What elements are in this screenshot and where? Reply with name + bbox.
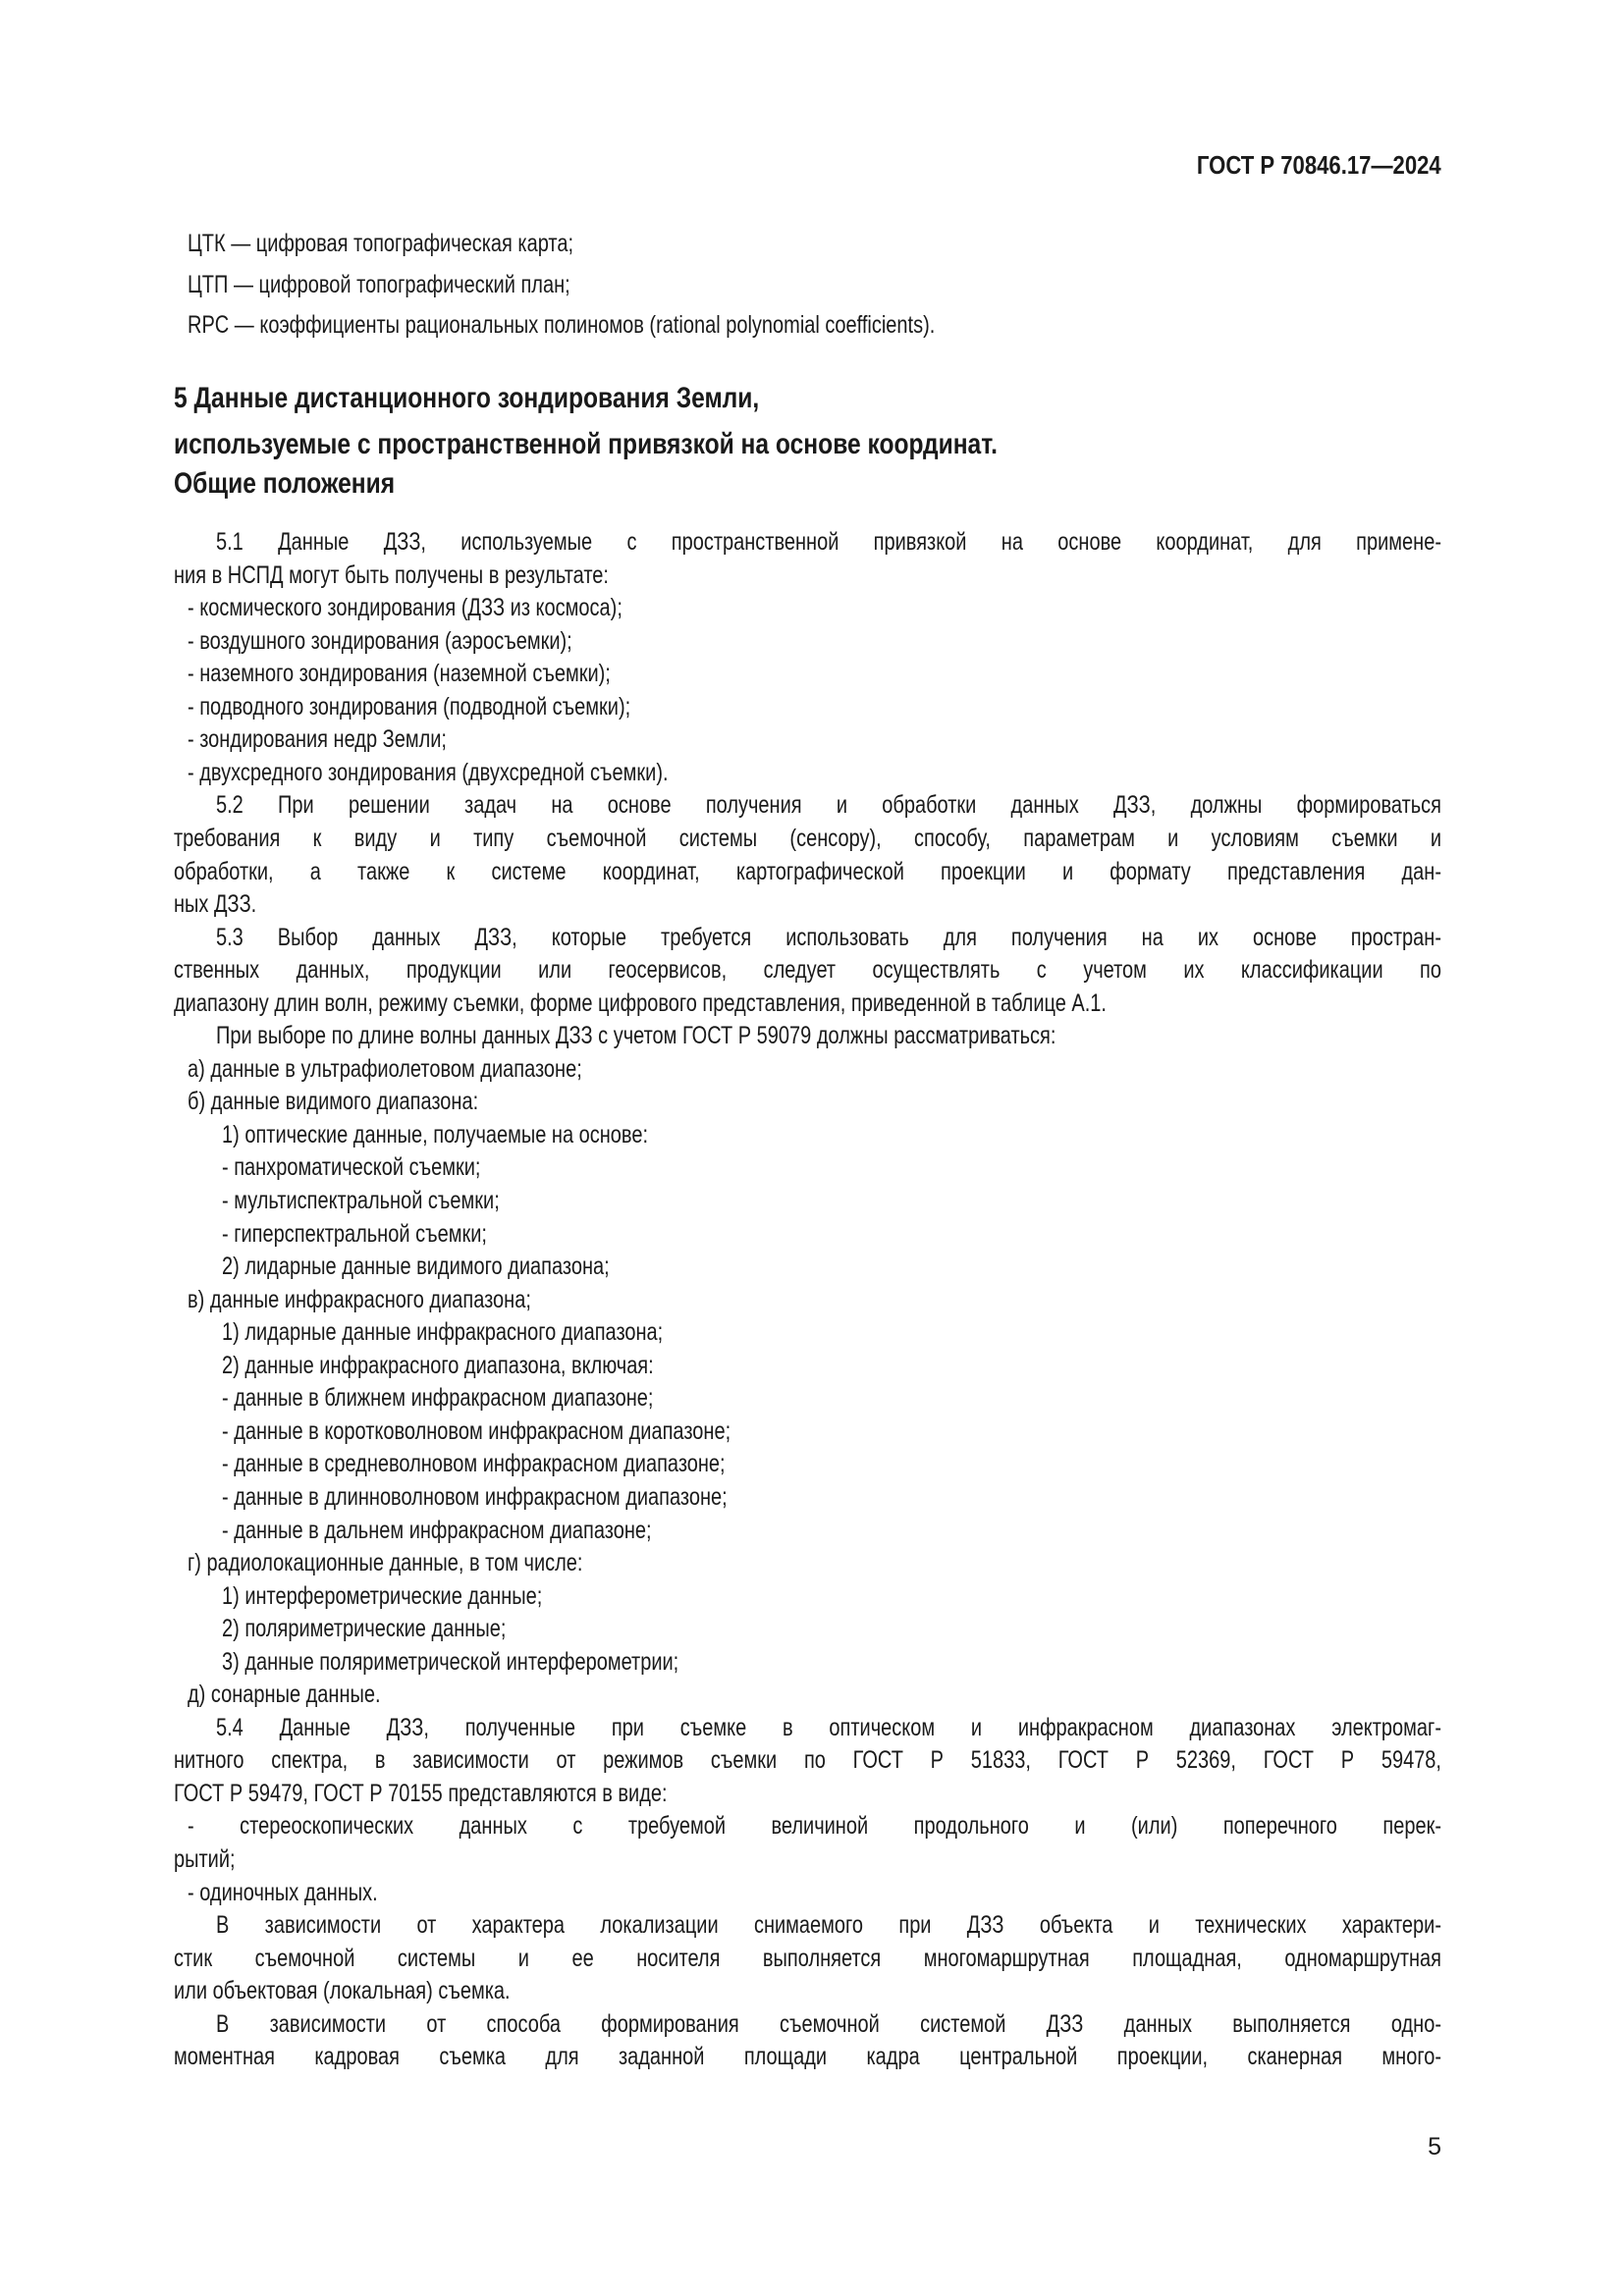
text-line-paragraph-start: 5.1 Данные ДЗЗ, используемые с пространственной привязкой на основе координат, для примене-: [216, 528, 1441, 556]
text-line-sublist: - мультиспектральной съемки;: [222, 1187, 500, 1214]
text-line-continuation: обработки, а также к системе координат, картографической проекции и формату представления дан-: [174, 857, 1441, 885]
text-line-list: г) радиолокационные данные, в том числе:: [188, 1549, 583, 1577]
text-line-continuation: ния в НСПД могут быть получены в результате:: [174, 561, 609, 589]
text-line-list: - двухсредного зондирования (двухсредной съемки).: [188, 758, 669, 786]
text-line-list: д) сонарные данные.: [188, 1681, 381, 1709]
text-line-list: - подводного зондирования (подводной съемки);: [188, 692, 631, 721]
text-line-continuation: рытий;: [174, 1845, 236, 1873]
text-line-list: - стереоскопических данных с требуемой величиной продольного и (или) поперечного перек-: [188, 1812, 1441, 1841]
text-line-sublist: - гиперспектральной съемки;: [222, 1219, 487, 1248]
text-line-sublist: 3) данные поляриметрической интерферометрии;: [222, 1647, 679, 1676]
text-line-continuation: ных ДЗЗ.: [174, 890, 257, 919]
text-line-continuation: требования к виду и типу съемочной системы (сенсору), способу, параметрам и условиям съемки и: [174, 824, 1441, 852]
text-line-sublist: - данные в дальнем инфракрасном диапазоне;: [222, 1516, 652, 1544]
section-heading-line: Общие положения: [174, 467, 396, 500]
section-heading-line: 5 Данные дистанционного зондирования Земли,: [174, 382, 760, 414]
text-line-list: - воздушного зондирования (аэросъемки);: [188, 626, 572, 655]
text-line-sublist: - данные в средневолновом инфракрасном диапазоне;: [222, 1450, 726, 1478]
text-line-paragraph-start: 5.3 Выбор данных ДЗЗ, которые требуется использовать для получения на их основе простран-: [216, 923, 1441, 951]
text-line-list: а) данные в ультрафиолетовом диапазоне;: [188, 1054, 582, 1083]
text-line-list: б) данные видимого диапазона:: [188, 1088, 479, 1116]
text-line-sublist: 1) интерферометрические данные;: [222, 1581, 543, 1610]
text-line-sublist: 2) данные инфракрасного диапазона, включая:: [222, 1351, 654, 1379]
text-line-paragraph-start: При выборе по длине волны данных ДЗЗ с учетом ГОСТ Р 59079 должны рассматриваться:: [216, 1022, 1056, 1050]
text-line-paragraph-start: В зависимости от характера локализации снимаемого при ДЗЗ объекта и технических характери-: [216, 1911, 1441, 1940]
text-line-paragraph-start: 5.2 При решении задач на основе получения и обработки данных ДЗЗ, должны формироваться: [216, 791, 1441, 820]
text-line-sublist: - данные в коротковолновом инфракрасном диапазоне;: [222, 1416, 731, 1445]
text-line-sublist: 1) оптические данные, получаемые на основе:: [222, 1120, 649, 1148]
page-number: 5: [1428, 2133, 1441, 2161]
text-line-list: - наземного зондирования (наземной съемки);: [188, 660, 611, 688]
text-line-continuation: ГОСТ Р 59479, ГОСТ Р 70155 представляются в виде:: [174, 1779, 668, 1807]
abbreviation-entry: RPC — коэффициенты рациональных полиномов (rational polynomial coefficients).: [188, 311, 936, 339]
text-line-sublist: - данные в длинноволновом инфракрасном диапазоне;: [222, 1482, 728, 1511]
text-line-paragraph-start: 5.4 Данные ДЗЗ, полученные при съемке в оптическом и инфракрасном диапазонах электромаг-: [216, 1713, 1441, 1741]
text-line-list: - космического зондирования (ДЗЗ из космоса);: [188, 594, 623, 622]
text-line-continuation: ственных данных, продукции или геосервисов, следует осуществлять с учетом их классификации по: [174, 956, 1441, 985]
abbreviation-entry: ЦТК — цифровая топографическая карта;: [188, 230, 574, 257]
text-line-sublist: 1) лидарные данные инфракрасного диапазона;: [222, 1318, 664, 1347]
text-line-sublist: - панхроматической съемки;: [222, 1153, 481, 1182]
text-line-sublist: 2) поляриметрические данные;: [222, 1615, 507, 1643]
text-line-list: - зондирования недр Земли;: [188, 725, 447, 754]
text-line-paragraph-start: В зависимости от способа формирования съемочной системой ДЗЗ данных выполняется одно-: [216, 2009, 1441, 2038]
text-line-continuation: моментная кадровая съемка для заданной площади кадра центральной проекции, сканерная много-: [174, 2043, 1441, 2071]
text-line-list: - одиночных данных.: [188, 1878, 378, 1906]
text-line-list: в) данные инфракрасного диапазона;: [188, 1285, 531, 1313]
document-designation: ГОСТ Р 70846.17—2024: [1197, 150, 1441, 180]
section-heading-line: используемые с пространственной привязкой на основе координат.: [174, 428, 998, 460]
abbreviation-entry: ЦТП — цифровой топографический план;: [188, 271, 570, 298]
text-line-continuation: или объектовая (локальная) съемка.: [174, 1977, 511, 2005]
text-line-continuation: диапазону длин волн, режиму съемки, форме цифрового представления, приведенной в таблице А.1.: [174, 988, 1107, 1017]
text-line-sublist: - данные в ближнем инфракрасном диапазоне;: [222, 1384, 654, 1413]
text-line-continuation: нитного спектра, в зависимости от режимов съемки по ГОСТ Р 51833, ГОСТ Р 52369, ГОСТ Р 59478,: [174, 1746, 1441, 1775]
text-line-continuation: стик съемочной системы и ее носителя выполняется многомаршрутная площадная, одномаршрутная: [174, 1944, 1441, 1972]
text-line-sublist: 2) лидарные данные видимого диапазона;: [222, 1253, 610, 1281]
